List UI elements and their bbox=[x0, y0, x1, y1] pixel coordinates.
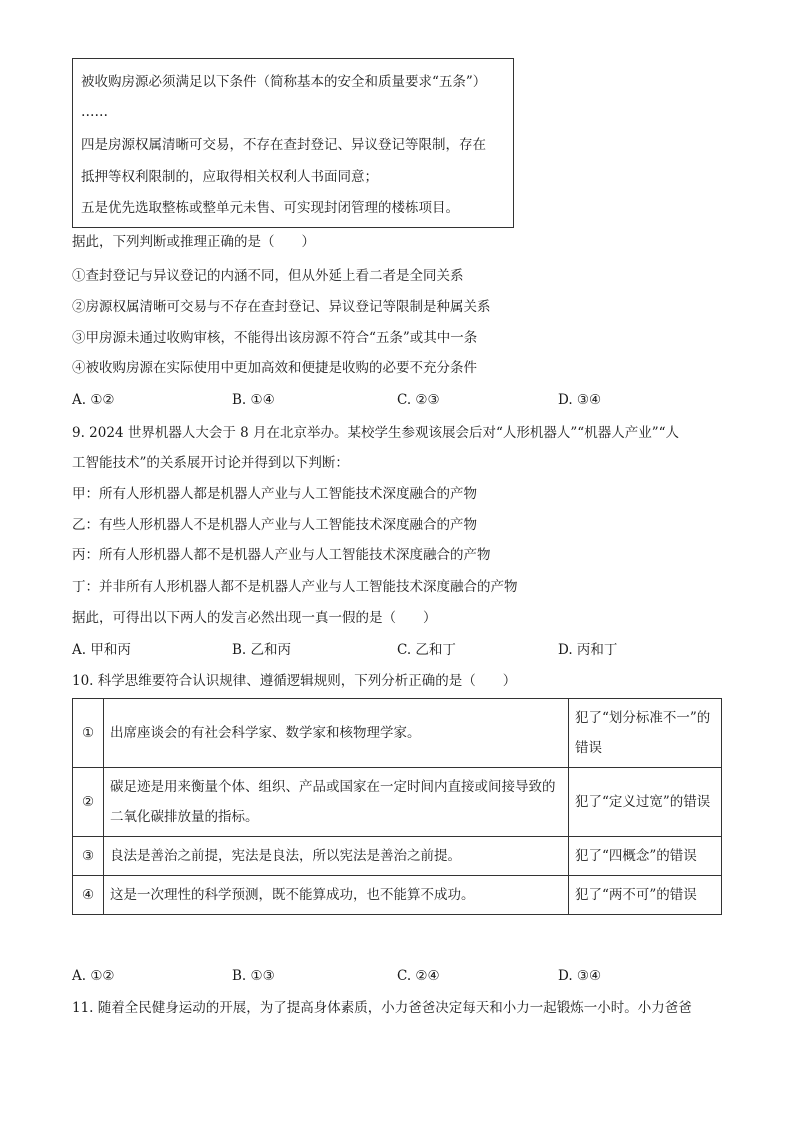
material-line: 五是优先选取整栋或整单元未售、可实现封闭管理的楼栋项目。 bbox=[81, 200, 459, 216]
table-row bbox=[73, 699, 722, 768]
q9-option-b: B. 乙和丙 bbox=[232, 642, 292, 658]
q10-option-b: B. ①③ bbox=[232, 968, 275, 984]
row-error: 犯了“两不可”的错误 bbox=[569, 876, 722, 915]
q9-question: 据此，可得出以下两人的发言必然出现一真一假的是（ ） bbox=[72, 610, 437, 626]
q10-option-c: C. ②④ bbox=[397, 968, 440, 984]
q8-item: ④被收购房源在实际使用中更加高效和便捷是收购的必要不充分条件 bbox=[72, 360, 477, 376]
q10-stem: 10. 科学思维要符合认识规律、遵循逻辑规则，下列分析正确的是（ ） bbox=[72, 673, 517, 689]
q9-option-a: A. 甲和丙 bbox=[72, 642, 131, 658]
material-line: …… bbox=[81, 104, 108, 120]
q11-stem: 11. 随着全民健身运动的开展，为了提高身体素质，小力爸爸决定每天和小力一起锻炼一小时。小力爸爸 bbox=[72, 1000, 692, 1016]
material-line: 抵押等权利限制的，应取得相关权利人书面同意； bbox=[81, 169, 378, 185]
material-box bbox=[72, 58, 514, 228]
q9-item: 甲：所有人形机器人都是机器人产业与人工智能技术深度融合的产物 bbox=[72, 486, 477, 502]
q9-item: 丙：所有人形机器人都不是机器人产业与人工智能技术深度融合的产物 bbox=[72, 547, 491, 563]
q9-item: 丁：并非所有人形机器人都不是机器人产业与人工智能技术深度融合的产物 bbox=[72, 579, 518, 595]
q8-option-a: A. ①② bbox=[72, 392, 115, 408]
q9-option-d: D. 丙和丁 bbox=[558, 642, 618, 658]
row-content: 良法是善治之前提，宪法是良法，所以宪法是善治之前提。 bbox=[104, 837, 569, 876]
table-row bbox=[73, 876, 722, 915]
q8-option-c: C. ②③ bbox=[397, 392, 440, 408]
q8-option-d: D. ③④ bbox=[558, 392, 602, 408]
row-error: 犯了“定义过宽”的错误 bbox=[569, 768, 722, 837]
q9-stem: 9. 2024 世界机器人大会于 8 月在北京举办。某校学生参观该展会后对“人形机器人”“机器人产业”“人 bbox=[72, 425, 679, 441]
row-error: 犯了“四概念”的错误 bbox=[569, 837, 722, 876]
q9-option-c: C. 乙和丁 bbox=[397, 642, 456, 658]
row-error: 犯了“划分标准不一”的错误 bbox=[569, 699, 722, 768]
q9-stem-cont: 工智能技术”的关系展开讨论并得到以下判断： bbox=[72, 455, 349, 471]
row-number: ② bbox=[73, 768, 104, 837]
q8-item: ①查封登记与异议登记的内涵不同，但从外延上看二者是全同关系 bbox=[72, 268, 464, 284]
row-content: 碳足迹是用来衡量个体、组织、产品或国家在一定时间内直接或间接导致的二氧化碳排放量的指标。 bbox=[104, 768, 569, 837]
row-content: 出席座谈会的有社会科学家、数学家和核物理学家。 bbox=[104, 699, 569, 768]
q8-item: ②房源权属清晰可交易与不存在查封登记、异议登记等限制是种属关系 bbox=[72, 299, 491, 315]
q8-option-b: B. ①④ bbox=[232, 392, 275, 408]
row-number: ① bbox=[73, 699, 104, 768]
table-row bbox=[73, 768, 722, 837]
q10-option-a: A. ①② bbox=[72, 968, 115, 984]
row-number: ④ bbox=[73, 876, 104, 915]
q9-item: 乙：有些人形机器人不是机器人产业与人工智能技术深度融合的产物 bbox=[72, 517, 477, 533]
row-number: ③ bbox=[73, 837, 104, 876]
q8-item: ③甲房源未通过收购审核，不能得出该房源不符合“五条”或其中一条 bbox=[72, 330, 478, 346]
row-content: 这是一次理性的科学预测，既不能算成功，也不能算不成功。 bbox=[104, 876, 569, 915]
q10-option-d: D. ③④ bbox=[558, 968, 602, 984]
material-line: 被收购房源必须满足以下条件（简称基本的安全和质量要求“五条”） bbox=[81, 74, 487, 90]
table-row bbox=[73, 837, 722, 876]
q10-table bbox=[72, 698, 722, 915]
material-line: 四是房源权属清晰可交易，不存在查封登记、异议登记等限制，存在 bbox=[81, 137, 486, 153]
q8-stem: 据此，下列判断或推理正确的是（ ） bbox=[72, 234, 315, 250]
